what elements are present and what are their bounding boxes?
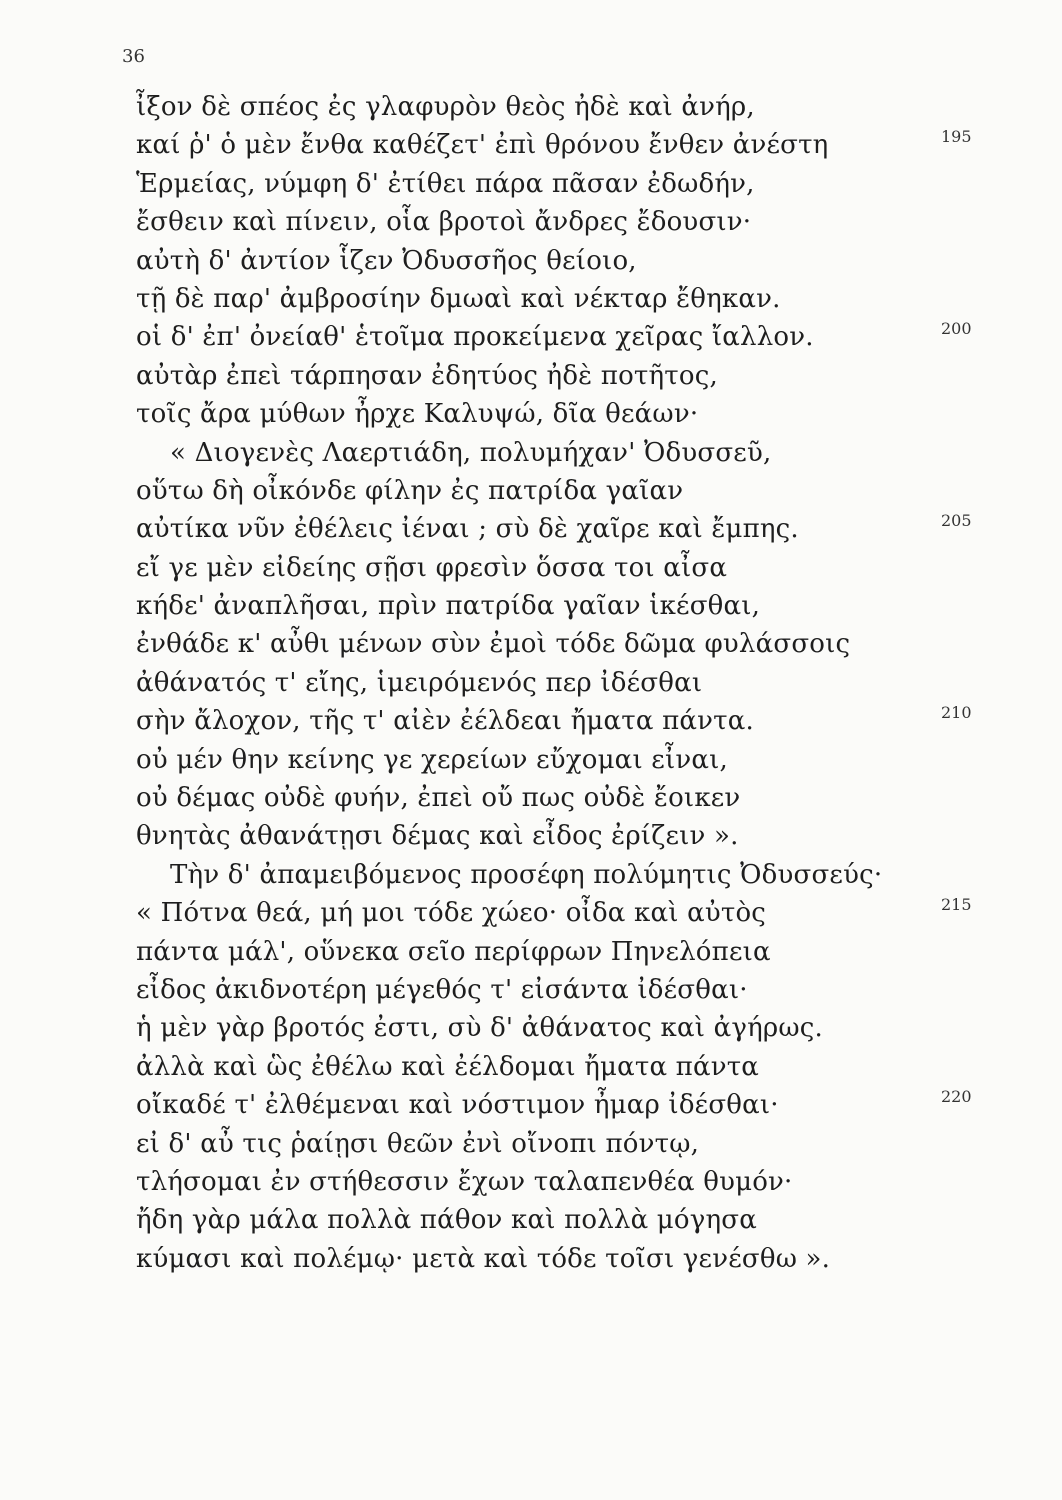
verse-line	[136, 817, 1016, 855]
verse-text: τῇ δὲ παρ' ἀμβροσίην δμωαὶ καὶ νέκταρ ἔθηκαν.	[136, 283, 781, 314]
verse-text: σὴν ἄλοχον, τῆς τ' αἰὲν ἐέλδεαι ἤματα πάντα.	[136, 706, 754, 737]
verse-text: τλήσομαι ἐν στήθεσσιν ἔχων ταλαπενθέα θυμόν·	[136, 1166, 793, 1197]
verse-text: Τὴν δ' ἀπαμειβόμενος προσέφη πολύμητις Ὀδυσσεύς·	[170, 859, 883, 890]
verse-line	[136, 1009, 1016, 1047]
verse-line	[136, 856, 1016, 894]
verse-text: αὐτὰρ ἐπεὶ τάρπησαν ἐδητύος ἠδὲ ποτῆτος,	[136, 360, 718, 391]
verse-line	[136, 664, 1016, 702]
verse-line	[136, 741, 1016, 779]
line-number: 205	[941, 511, 972, 531]
verse-text: καί ῥ' ὁ μὲν ἔνθα καθέζετ' ἐπὶ θρόνου ἔνθεν ἀνέστη	[136, 130, 829, 161]
verse-line	[136, 318, 1016, 356]
verse-line	[136, 625, 1016, 663]
verse-line	[136, 702, 1016, 740]
verse-line	[136, 280, 1016, 318]
verse-text: ἡ μὲν γὰρ βροτός ἐστι, σὺ δ' ἀθάνατος καὶ ἀγήρως.	[136, 1013, 823, 1044]
verse-text: « Διογενὲς Λαερτιάδη, πολυμήχαν' Ὀδυσσεῦ,	[170, 437, 772, 468]
verse-line	[136, 357, 1016, 395]
line-number: 220	[941, 1087, 972, 1107]
verse-line	[136, 933, 1016, 971]
verse-text: οὕτω δὴ οἶκόνδε φίλην ἐς πατρίδα γαῖαν	[136, 475, 684, 506]
verse-line	[136, 1163, 1016, 1201]
verse-line	[136, 1125, 1016, 1163]
verse-line	[136, 1086, 1016, 1124]
verse-text: αὐτὴ δ' ἀντίον ἷζεν Ὀδυσσῆος θείοιο,	[136, 245, 637, 276]
line-number: 215	[941, 895, 972, 915]
verse-text: οὐ δέμας οὐδὲ φυήν, ἐπεὶ οὔ πως οὐδὲ ἔοικεν	[136, 783, 741, 814]
verse-line	[136, 1048, 1016, 1086]
verse-line	[136, 510, 1016, 548]
verse-text: θνητὰς ἀθανάτῃσι δέμας καὶ εἶδος ἐρίζειν ».	[136, 821, 739, 852]
verse-line	[136, 395, 1016, 433]
verse-line	[136, 126, 1016, 164]
verse-line	[136, 242, 1016, 280]
verse-line	[136, 587, 1016, 625]
verse-line	[136, 203, 1016, 241]
verse-text: κύμασι καὶ πολέμῳ· μετὰ καὶ τόδε τοῖσι γενέσθω ».	[136, 1243, 831, 1274]
verse-text: οἱ δ' ἐπ' ὀνείαθ' ἑτοῖμα προκείμενα χεῖρας ἴαλλον.	[136, 322, 814, 353]
line-number: 200	[941, 319, 972, 339]
verse-line	[136, 1240, 1016, 1278]
verse-line	[136, 971, 1016, 1009]
verse-line	[136, 894, 1016, 932]
verse-text: εἶδος ἀκιδνοτέρη μέγεθός τ' εἰσάντα ἰδέσθαι·	[136, 974, 748, 1005]
verse-block	[136, 88, 1016, 1278]
verse-text: ἤδη γὰρ μάλα πολλὰ πάθον καὶ πολλὰ μόγησα	[136, 1205, 757, 1236]
verse-line	[136, 779, 1016, 817]
line-number: 210	[941, 703, 972, 723]
verse-text: αὐτίκα νῦν ἐθέλεις ἰέναι ; σὺ δὲ χαῖρε καὶ ἔμπης.	[136, 514, 799, 545]
line-number: 195	[941, 127, 972, 147]
verse-text: εἰ δ' αὖ τις ῥαίῃσι θεῶν ἐνὶ οἴνοπι πόντῳ,	[136, 1128, 700, 1159]
verse-line	[136, 88, 1016, 126]
verse-line	[136, 472, 1016, 510]
verse-text: κήδε' ἀναπλῆσαι, πρὶν πατρίδα γαῖαν ἱκέσθαι,	[136, 591, 761, 622]
verse-text: ἀλλὰ καὶ ὣς ἐθέλω καὶ ἐέλδομαι ἤματα πάντα	[136, 1051, 760, 1082]
verse-text: πάντα μάλ', οὕνεκα σεῖο περίφρων Πηνελόπεια	[136, 936, 771, 967]
verse-text: Ἑρμείας, νύμφη δ' ἐτίθει πάρα πᾶσαν ἐδωδήν,	[136, 168, 755, 199]
verse-text: ἐνθάδε κ' αὖθι μένων σὺν ἐμοὶ τόδε δῶμα φυλάσσοις	[136, 629, 851, 660]
verse-line	[136, 434, 1016, 472]
verse-text: τοῖς ἄρα μύθων ἦρχε Καλυψώ, δῖα θεάων·	[136, 399, 699, 430]
verse-text: ἶξον δὲ σπέος ἐς γλαφυρὸν θεὸς ἠδὲ καὶ ἀνήρ,	[136, 92, 755, 122]
verse-line	[136, 549, 1016, 587]
verse-text: εἴ γε μὲν εἰδείης σῇσι φρεσὶν ὅσσα τοι αἶσα	[136, 552, 728, 583]
verse-text: οἴκαδέ τ' ἐλθέμεναι καὶ νόστιμον ἦμαρ ἰδέσθαι·	[136, 1090, 779, 1121]
page-number: 36	[122, 46, 145, 67]
verse-text: οὐ μέν θην κείνης γε χερείων εὔχομαι εἶναι,	[136, 744, 728, 775]
verse-line	[136, 165, 1016, 203]
verse-text: ἀθάνατός τ' εἴης, ἱμειρόμενός περ ἰδέσθαι	[136, 667, 703, 698]
verse-line	[136, 1201, 1016, 1239]
verse-text: « Πότνα θεά, μή μοι τόδε χώεο· οἶδα καὶ αὐτὸς	[136, 898, 767, 929]
verse-text: ἔσθειν καὶ πίνειν, οἷα βροτοὶ ἄνδρες ἔδουσιν·	[136, 207, 752, 238]
